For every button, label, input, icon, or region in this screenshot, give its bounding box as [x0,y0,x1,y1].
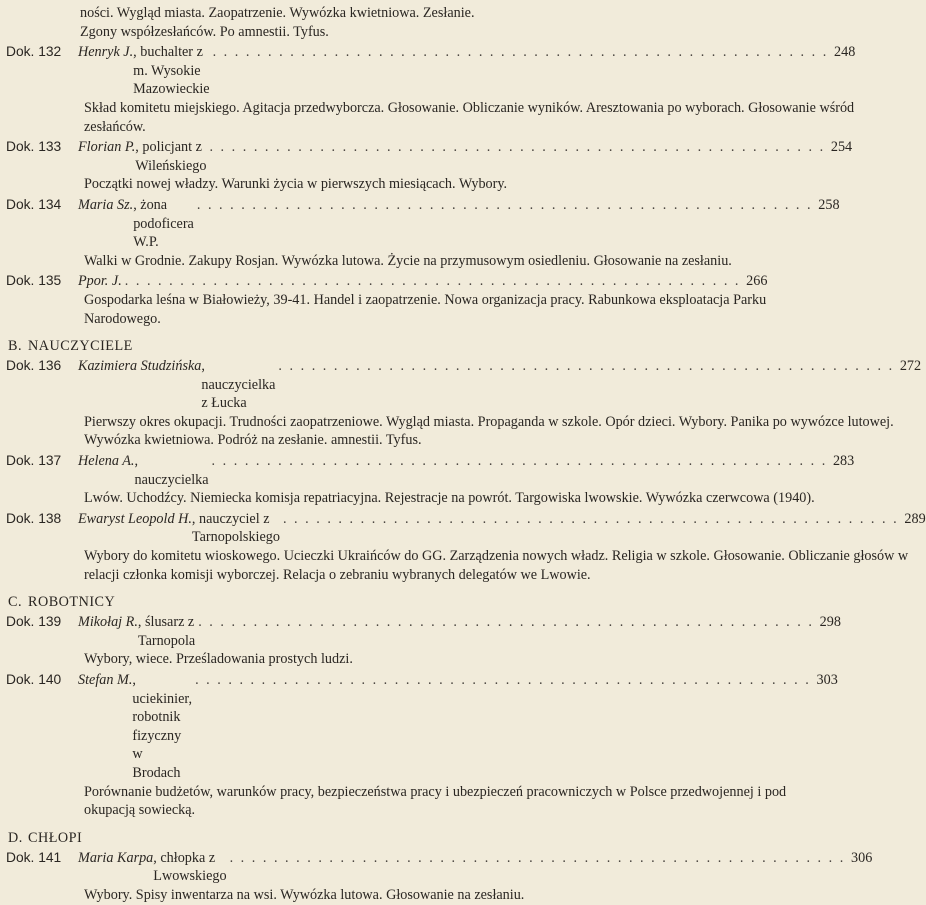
dot-leader [125,272,741,291]
page-number: 266 [746,273,768,290]
page-number: 248 [834,44,856,61]
entry-heading [78,671,838,783]
section-title: CHŁOPI [28,829,83,846]
continued-summary: ności. Wygląd miasta. Zaopatrzenie. Wywózka kwietniowa. Zesłanie. Zgony współzesłańców. Po amnestii. Tyfus. [80,5,475,40]
section-heading [8,338,492,355]
toc-entry [4,357,922,450]
entry-author: Mikołaj R. [78,614,138,631]
entry-summary: Wybory, wiece. Prześladowania prostych ludzi. [84,651,353,668]
entry-body [78,671,838,820]
entry-summary: Początki nowej władzy. Warunki życia w pierwszych miesiącach. Wybory. [84,176,508,193]
entry-body [78,196,840,270]
doc-number: Dok. 133 [6,139,62,155]
entry-body [78,272,767,328]
dot-leader [283,510,899,529]
page-number: 298 [819,614,841,631]
entry-body [78,138,852,194]
entry-author: Helena A. [78,453,135,470]
entry-heading [78,196,840,252]
entry-summary: Wybory. Spisy inwentarza na wsi. Wywózka lutowa. Głosowanie na zesłaniu. [84,886,525,903]
toc-groups [4,43,926,904]
entry-description: , policjant z Wileńskiego [135,139,207,174]
entry-description: , żona podoficera W.P. [133,196,194,251]
entry-body [78,43,855,136]
entry-author: Maria Sz. [78,196,134,213]
doc-number: Dok. 140 [6,672,62,687]
dot-leader [198,613,814,632]
doc-number: Dok. 141 [6,849,62,865]
doc-number: Dok. 137 [6,453,62,469]
entry-body [78,849,872,905]
entry-summary: Skład komitetu miejskiego. Agitacja przedwyborcza. Głosowanie. Obliczanie wyników. Aresztowania po wyborach. Głosowanie wśród zesłańców. [84,99,855,135]
toc-entry [4,138,853,194]
page-number: 306 [851,849,873,866]
entry-author: Ppor. J. [78,273,122,290]
entry-summary: Lwów. Uchodźcy. Niemiecka komisja repatriacyjna. Rejestracje na powrót. Targowiska lwowskie. Wywózka czerwcowa (1940). [84,490,815,507]
page-number: 289 [904,510,926,527]
doc-number: Dok. 136 [6,358,62,374]
doc-number: Dok. 138 [6,510,62,526]
entry-heading [78,613,841,650]
page-number: 303 [816,672,838,688]
entry-description: , nauczycielka z Łucka [201,358,276,412]
dot-leader [230,849,846,868]
entry-heading [78,849,872,886]
toc-entry [4,272,768,328]
section-letter: D. [8,829,23,846]
entry-author: Stefan M. [78,672,133,688]
entry-summary: Pierwszy okres okupacji. Trudności zaopatrzeniowe. Wygląd miasta. Propaganda w szkole. Opór dzieci. Wybory. Panika po wywózce lutowej. Wywózka kwietniowa. Podróż na zesłanie. amnestii. Tyfus. [84,413,894,449]
doc-number: Dok. 132 [6,44,62,60]
section-letter: B. [8,338,23,355]
section-title: NAUCZYCIELE [28,338,133,355]
dot-leader [195,671,811,690]
toc-entry [4,510,926,584]
entry-author: Ewaryst Leopold H. [78,510,192,527]
toc-entry [4,671,838,820]
entry-description: , nauczycielka [134,453,209,488]
toc-entry [4,43,856,136]
entry-heading [78,357,921,413]
toc-entry [4,613,841,669]
section-letter: C. [8,594,23,611]
toc-entry [4,196,840,270]
entry-author: Henryk J. [78,44,134,61]
entry-body [78,510,926,584]
entry-summary: Walki w Grodnie. Zakupy Rosjan. Wywózka lutowa. Życie na przymusowym osiedleniu. Głosowanie na zesłaniu. [84,252,732,269]
entry-description: , uciekinier, robotnik fizyczny w Brodach [132,672,193,781]
dot-leader [197,196,813,215]
dot-leader [209,138,825,157]
entry-body [78,452,854,508]
entry-author: Florian P. [78,139,136,156]
entry-body [78,357,921,450]
toc-entry [4,452,855,508]
entry-summary: Porównanie budżetów, warunków pracy, bezpieczeństwa pracy i ubezpieczeń pracowniczych w Polsce przedwojennej i pod okupacją sowiecką. [84,783,787,819]
doc-number: Dok. 135 [6,273,62,289]
entry-author: Maria Karpa [78,849,154,866]
section-title: ROBOTNICY [28,594,116,611]
page-number: 283 [832,453,855,470]
entry-summary: Wybory do komitetu wioskowego. Ucieczki Ukraińców do GG. Zarządzenia nowych władz. Religia w szkole. Głosowanie. Obliczanie głosów w relacji członka komisji wyborczej. Relacja o zebraniu wybranych delegatów we Lwowie. [84,548,909,583]
entry-author: Kazimiera Studzińska [78,358,202,375]
dot-leader [212,452,828,471]
entry-description: , buchalter z m. Wysokie Mazowieckie [133,44,210,98]
entry-heading [78,43,855,99]
entry-heading [78,272,767,291]
entry-heading [78,510,926,547]
toc-entry [4,849,873,905]
doc-number: Dok. 139 [6,614,62,630]
section-heading [8,830,492,847]
entry-description: , nauczyciel z Tarnopolskiego [191,510,280,546]
doc-number: Dok. 134 [6,196,62,212]
entry-summary: Gospodarka leśna w Białowieży, 39-41. Handel i zaopatrzenie. Nowa organizacja pracy. Rabunkowa eksploatacja Parku Narodowego. [84,291,767,327]
section-heading [8,594,492,611]
entry-description: , ślusarz z Tarnopola [137,614,196,649]
page-number: 272 [899,358,922,375]
dot-leader [278,357,894,376]
entry-body [78,613,841,669]
dot-leader [213,43,829,62]
entry-heading [78,138,852,175]
entry-heading [78,452,854,489]
page-number: 254 [830,139,853,156]
page-number: 258 [818,196,840,213]
entry-description: , chłopka z Lwowskiego [153,849,227,885]
